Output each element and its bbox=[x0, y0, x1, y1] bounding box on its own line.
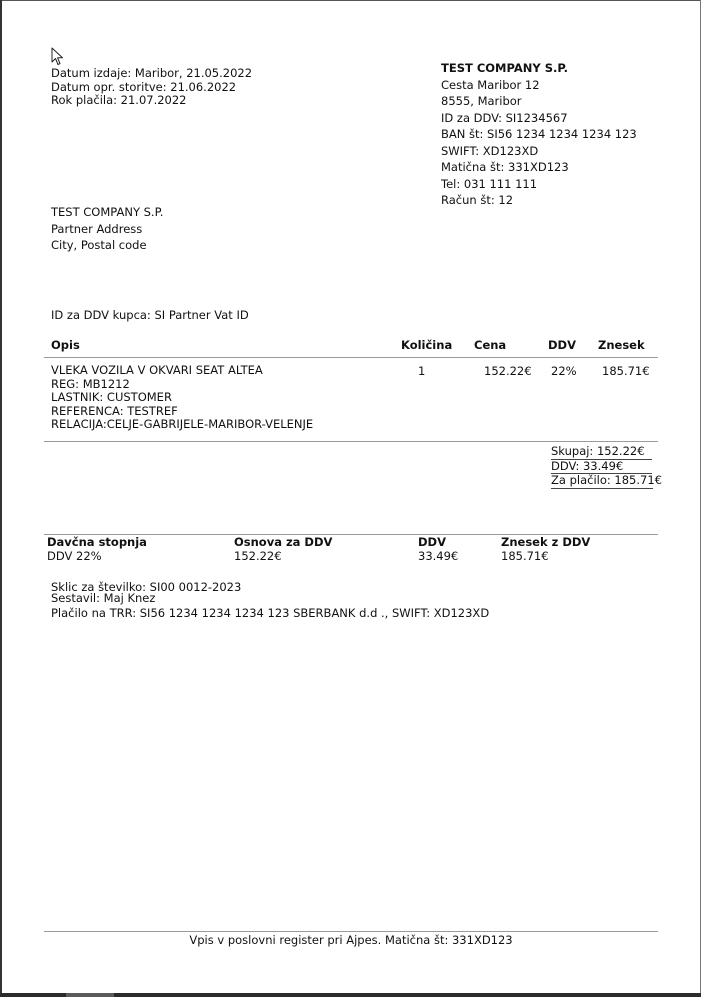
page-edge-top bbox=[0, 0, 701, 1]
tax-header-rate: Davčna stopnja bbox=[47, 535, 147, 549]
viewer-scroll-thumb[interactable] bbox=[66, 993, 114, 997]
footer-text: Vpis v poslovni register pri Ajpes. Matična št: 331XD123 bbox=[189, 933, 513, 947]
amount-to-pay: Za plačilo: 185.71€ bbox=[551, 473, 662, 487]
item-description bbox=[51, 364, 313, 432]
vat-total: DDV: 33.49€ bbox=[551, 460, 652, 475]
customer-vat-id: ID za DDV kupca: SI Partner Vat ID bbox=[51, 308, 249, 322]
issue-date: Datum izdaje: Maribor, 21.05.2022 bbox=[51, 66, 253, 80]
col-header-description: Opis bbox=[51, 338, 80, 352]
col-header-price: Cena bbox=[474, 338, 507, 352]
payment-reference: Sklic za številko: SI00 0012-2023 bbox=[51, 580, 242, 594]
invoice-author: Sestavil: Maj Knez bbox=[51, 591, 156, 605]
item-description-line: REFERENCA: TESTREF bbox=[51, 403, 178, 418]
issuer-block bbox=[441, 60, 637, 209]
page-edge-left bbox=[0, 0, 2, 997]
tax-rate: DDV 22% bbox=[47, 549, 102, 563]
payment-instructions: Plačilo na TRR: SI56 1234 1234 1234 123 SBERBANK d.d ., SWIFT: XD123XD bbox=[51, 606, 490, 620]
item-vat: 22% bbox=[551, 364, 577, 378]
item-description-line: VLEKA VOZILA V OKVARI SEAT ALTEA bbox=[51, 363, 263, 377]
customer-city: City, Postal code bbox=[51, 238, 147, 252]
issuer-swift: SWIFT: XD123XD bbox=[441, 143, 539, 158]
issuer-city: 8555, Maribor bbox=[441, 94, 522, 108]
items-bottom-divider bbox=[44, 441, 658, 442]
tax-amount: 185.71€ bbox=[501, 549, 549, 563]
tax-header-base: Osnova za DDV bbox=[234, 535, 333, 549]
col-header-amount: Znesek bbox=[598, 338, 645, 352]
footer-divider bbox=[44, 931, 658, 932]
issuer-iban: BAN št: SI56 1234 1234 1234 123 bbox=[441, 127, 637, 141]
payment-references bbox=[51, 582, 489, 620]
subtotal: Skupaj: 152.22€ bbox=[551, 445, 652, 460]
item-price: 152.22€ bbox=[484, 364, 532, 378]
tax-vat: 33.49€ bbox=[418, 549, 459, 563]
issuer-name: TEST COMPANY S.P. bbox=[441, 61, 569, 75]
tax-header-vat: DDV bbox=[418, 535, 446, 549]
col-header-quantity: Količina bbox=[401, 338, 453, 352]
issue-info bbox=[51, 67, 252, 108]
due-date: Rok plačila: 21.07.2022 bbox=[51, 93, 187, 107]
customer-block bbox=[51, 204, 163, 254]
item-amount: 185.71€ bbox=[602, 364, 650, 378]
issuer-reg-number: Matična št: 331XD123 bbox=[441, 160, 569, 174]
tax-base: 152.22€ bbox=[234, 549, 282, 563]
issuer-vat-id: ID za DDV: SI1234567 bbox=[441, 110, 568, 125]
customer-address: Partner Address bbox=[51, 221, 143, 236]
customer-name: TEST COMPANY S.P. bbox=[51, 205, 164, 219]
viewer-bottom-bar bbox=[0, 993, 701, 997]
col-header-vat: DDV bbox=[548, 338, 576, 352]
item-description-line: REG: MB1212 bbox=[51, 376, 130, 391]
tax-header-amount: Znesek z DDV bbox=[501, 535, 591, 549]
totals-block bbox=[551, 444, 662, 489]
issuer-phone: Tel: 031 111 111 bbox=[441, 176, 538, 191]
mouse-cursor-icon bbox=[51, 47, 65, 67]
invoice-number: Račun št: 12 bbox=[441, 193, 514, 207]
item-quantity: 1 bbox=[418, 364, 426, 378]
item-description-line: RELACIJA:CELJE-GABRIJELE-MARIBOR-VELENJE bbox=[51, 417, 314, 431]
item-description-line: LASTNIK: CUSTOMER bbox=[51, 390, 172, 404]
service-date: Datum opr. storitve: 21.06.2022 bbox=[51, 79, 237, 94]
items-header-divider bbox=[44, 357, 658, 358]
issuer-street: Cesta Maribor 12 bbox=[441, 77, 540, 92]
